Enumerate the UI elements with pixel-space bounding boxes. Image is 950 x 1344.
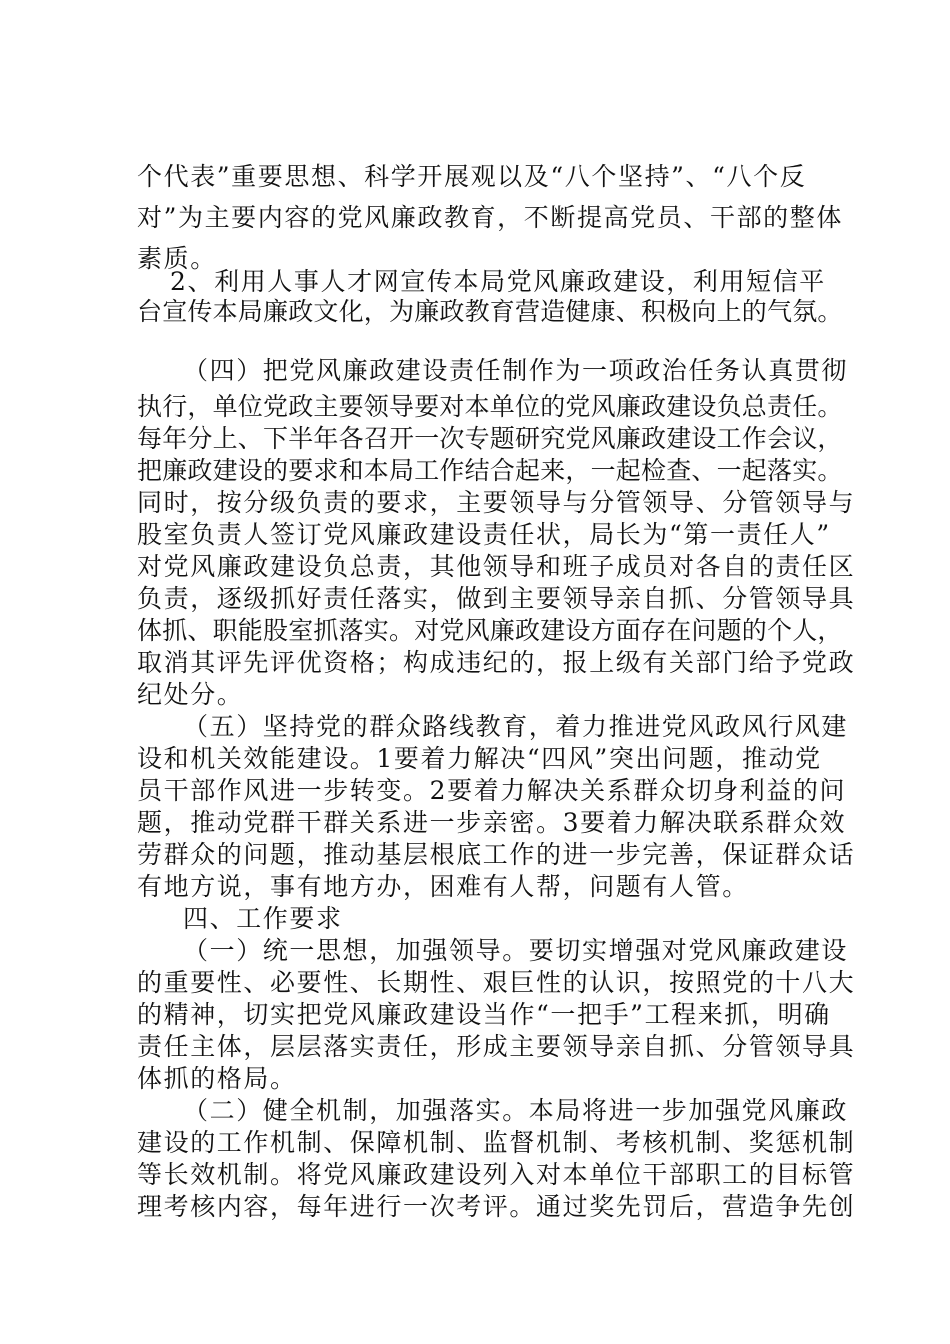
text-line: 题，推动党群干群关系进一步亲密。3要着力解决联系群众效: [137, 808, 847, 837]
text-line: 劳群众的问题，推动基层根底工作的进一步完善，保证群众话: [137, 840, 856, 869]
text-line: 有地方说，事有地方办，困难有人帮，问题有人管。: [137, 872, 749, 901]
text-line: 的重要性、必要性、长期性、艰巨性的认识，按照党的十八大: [137, 968, 856, 997]
text-line: 负责，逐级抓好责任落实，做到主要领导亲自抓、分管领导具: [137, 584, 856, 613]
text-line: 等长效机制。将党风廉政建设列入对本单位干部职工的目标管: [137, 1160, 856, 1189]
text-line: 设和机关效能建设。1要着力解决“四风”突出问题，推动党: [137, 744, 822, 773]
text-line: 纪处分。: [137, 680, 244, 709]
text-line: 台宣传本局廉政文化，为廉政教育营造健康、积极向上的气氛。: [137, 297, 843, 326]
text-line: 建设的工作机制、保障机制、监督机制、考核机制、奖惩机制: [137, 1128, 856, 1157]
text-line: （五）坚持党的群众路线教育，着力推进党风政风行风建: [183, 712, 849, 741]
text-line: （二）健全机制，加强落实。本局将进一步加强党风廉政: [183, 1096, 849, 1125]
text-line: 2、利用人事人才网宣传本局党风廉政建设，利用短信平: [170, 267, 826, 296]
text-line: 理考核内容，每年进行一次考评。通过奖先罚后，营造争先创: [137, 1192, 856, 1221]
text-line: （一）统一思想，加强领导。要切实增强对党风廉政建设: [183, 936, 849, 965]
text-line: 每年分上、下半年各召开一次专题研究党风廉政建设工作会议，: [137, 424, 843, 453]
text-line: 执行，单位党政主要领导要对本单位的党风廉政建设负总责任。: [137, 392, 843, 421]
text-line: 取消其评先评优资格；构成违纪的，报上级有关部门给予党政: [137, 648, 856, 677]
text-line: 体抓、职能股室抓落实。对党风廉政建设方面存在问题的个人，: [137, 616, 843, 645]
text-line: 对”为主要内容的党风廉政教育，不断提高党员、干部的整体: [137, 203, 843, 232]
text-line: （四）把党风廉政建设责任制作为一项政治任务认真贯彻: [183, 356, 849, 385]
text-line: 同时，按分级负责的要求，主要领导与分管领导、分管领导与: [137, 488, 856, 517]
text-line: 个代表”重要思想、科学开展观以及“八个坚持”、“八个反: [137, 162, 807, 191]
text-line: 责任主体，层层落实责任，形成主要领导亲自抓、分管领导具: [137, 1032, 856, 1061]
text-line: 对党风廉政建设负总责，其他领导和班子成员对各自的责任区: [137, 552, 856, 581]
text-line: 股室负责人签订党风廉政建设责任状，局长为“第一责任人”: [137, 520, 831, 549]
text-line: 素质。: [137, 244, 217, 273]
text-line: 员干部作风进一步转变。2要着力解决关系群众切身利益的问: [137, 776, 847, 805]
text-line: 体抓的格局。: [137, 1064, 297, 1093]
text-line: 把廉政建设的要求和本局工作结合起来，一起检查、一起落实。: [137, 456, 843, 485]
text-line: 的精神，切实把党风廉政建设当作“一把手”工程来抓，明确: [137, 1000, 831, 1029]
section-heading: 四、工作要求: [183, 904, 343, 933]
